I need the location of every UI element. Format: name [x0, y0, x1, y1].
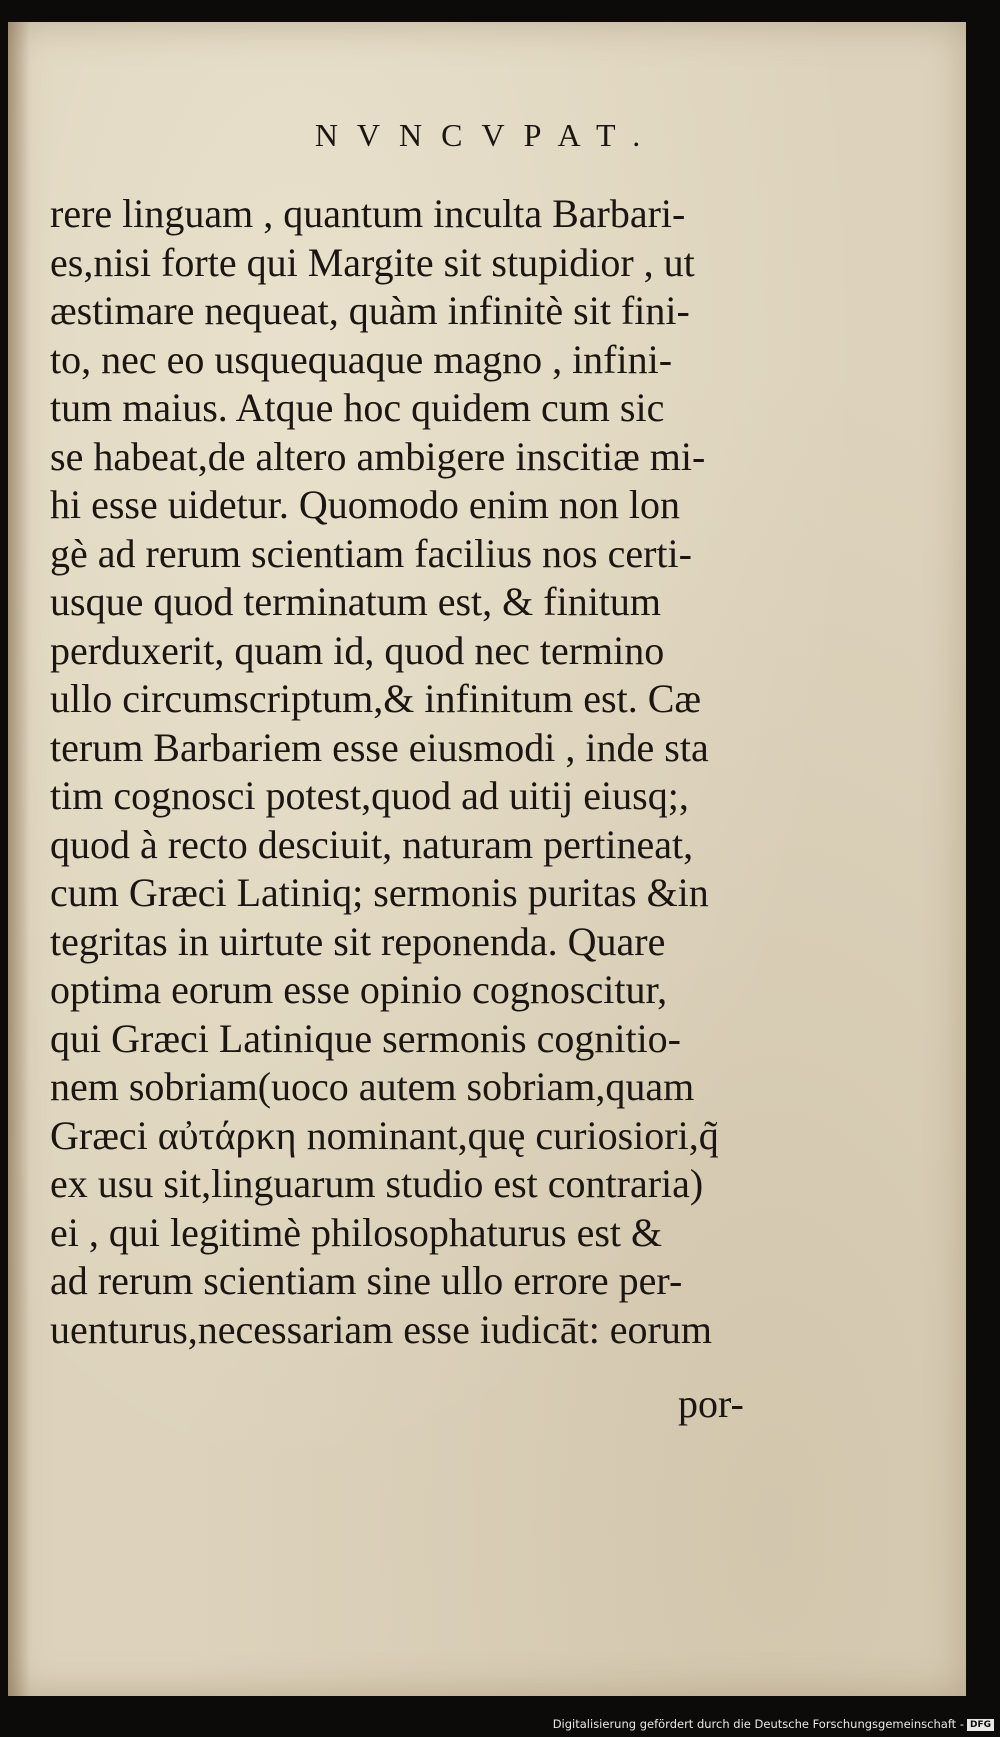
- dfg-credit: [553, 1717, 994, 1731]
- book-page: [8, 22, 966, 1696]
- dfg-logo: DFG: [967, 1719, 994, 1731]
- body-text: [50, 190, 800, 1354]
- text-line: quod à recto desciuit, naturam pertineat,: [50, 821, 694, 867]
- text-line: se habeat,de altero ambigere inscitiæ mi-: [50, 433, 706, 479]
- text-line: es,nisi forte qui Margite sit stupidior , ut: [50, 239, 695, 285]
- text-line: æstimare nequeat, quàm infinitè sit fini-: [50, 288, 690, 333]
- text-line: terum Barbariem esse eiusmodi , inde sta: [50, 724, 709, 770]
- text-line: hi esse uidetur. Quomodo enim non lon: [50, 482, 680, 527]
- text-line: ad rerum scientiam sine ullo errore per-: [50, 1258, 683, 1303]
- text-line: to, nec eo usquequaque magno , infini-: [50, 336, 673, 382]
- text-line: ullo circumscriptum,& infinitum est. Cæ: [50, 676, 702, 721]
- text-line: perduxerit, quam id, quod nec termino: [50, 627, 665, 673]
- page-edge-stain: [8, 22, 30, 1696]
- text-line: optima eorum esse opinio cognoscitur,: [50, 967, 668, 1012]
- text-line: ex usu sit,linguarum studio est contraria): [50, 1161, 704, 1206]
- text-line: usque quod terminatum est, & finitum: [50, 579, 662, 624]
- text-line: uenturus,necessariam esse iudicāt: eorum: [50, 1306, 712, 1352]
- running-header: NVNCVPAT.: [314, 117, 660, 153]
- text-line: ei , qui legitimè philosophaturus est &: [50, 1209, 663, 1255]
- text-line: cum Græci Latiniq; sermonis puritas &in: [50, 870, 709, 915]
- text-line: tum maius. Atque hoc quidem cum sic: [50, 385, 665, 430]
- text-line: nem sobriam(uoco autem sobriam,quam: [50, 1064, 695, 1109]
- text-line: tim cognosci potest,quod ad uitij eiusq;,: [50, 773, 689, 818]
- text-line: Græci αὐτάρκη nominant,quę curiosiori,q̃: [50, 1112, 719, 1158]
- text-line: tegritas in uirtute sit reponenda. Quare: [50, 918, 666, 964]
- text-line: rere linguam , quantum inculta Barbari-: [50, 191, 686, 236]
- text-line: qui Græci Latinique sermonis cognitio-: [50, 1015, 681, 1061]
- credit-text: Digitalisierung gefördert durch die Deutsche Forschungsgemeinschaft -: [552, 1717, 964, 1731]
- text-line: gè ad rerum scientiam facilius nos certi-: [50, 530, 692, 576]
- catchword: por-: [678, 1381, 744, 1426]
